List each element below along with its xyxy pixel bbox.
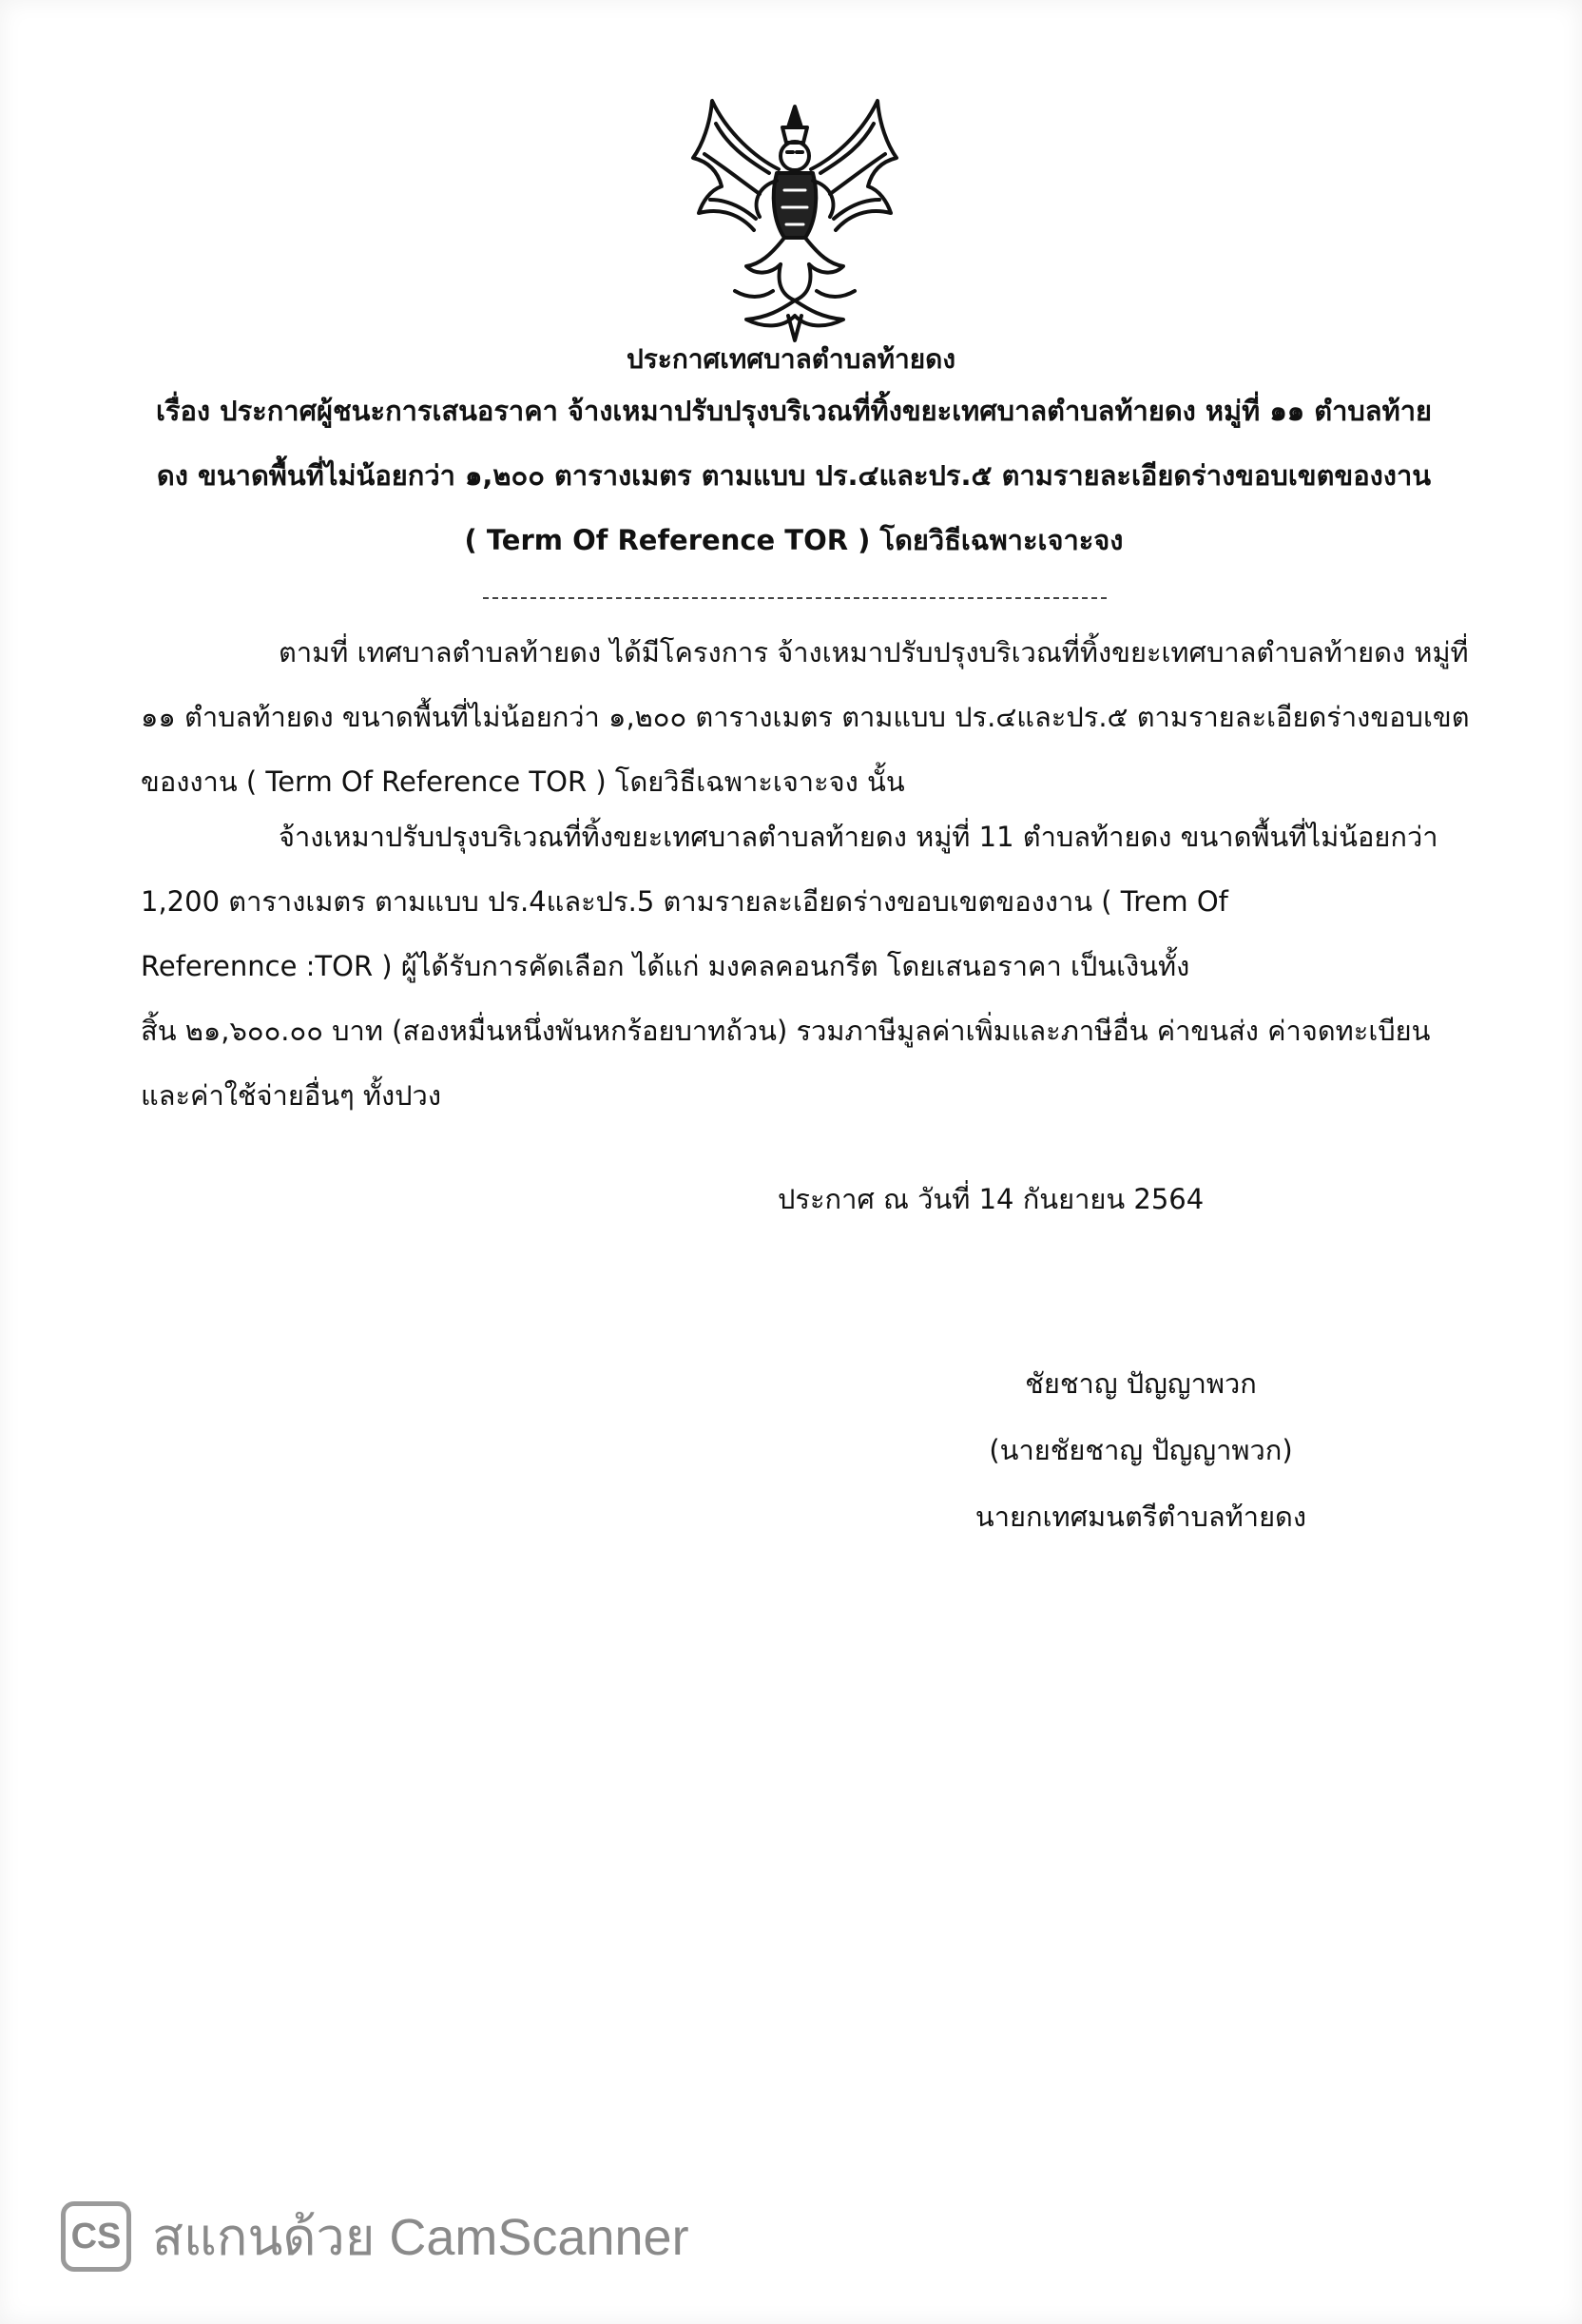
signed-name: ชัยชาญ ปัญญาพวก — [1025, 1367, 1257, 1400]
signature-block — [856, 1350, 1426, 1550]
paragraph-line: ของงาน ( Term Of Reference TOR ) โดยวิธีเฉพาะเจาะจง นั้น — [141, 765, 905, 798]
camscanner-watermark — [61, 2197, 689, 2276]
body-paragraph-1 — [141, 620, 1470, 814]
paragraph-line: 1,200 ตารางเมตร ตามแบบ ปร.4และปร.5 ตามรายละเอียดร่างขอบเขตของงาน ( Trem Of — [141, 885, 1228, 918]
subject-line-2: ดง ขนาดพื้นที่ไม่น้อยกว่า ๑,๒๐๐ ตารางเมตร ตามแบบ ปร.๔และปร.๕ ตามรายละเอียดร่างขอบเขตของงาน — [156, 459, 1432, 492]
printed-name: (นายชัยชาญ ปัญญาพวก) — [989, 1434, 1293, 1466]
dashed-divider — [483, 597, 1107, 599]
paragraph-line: จ้างเหมาปรับปรุงบริเวณที่ทิ้งขยะเทศบาลตำบลท้ายดง หมู่ที่ 11 ตำบลท้ายดง ขนาดพื้นที่ไม่น้อยกว่า — [279, 821, 1438, 853]
paragraph-line: สิ้น ๒๑,๖๐๐.๐๐ บาท (สองหมื่นหนึ่งพันหกร้อยบาทถ้วน) รวมภาษีมูลค่าเพิ่มและภาษีอื่น ค่าขนส่ง ค่าจดทะเบียน — [141, 1015, 1431, 1047]
announcement-date: ประกาศ ณ วันที่ 14 กันยายน 2564 — [778, 1183, 1205, 1215]
camscanner-logo-icon: CS — [61, 2201, 131, 2272]
watermark-text: สแกนด้วย CamScanner — [152, 2209, 689, 2266]
garuda-emblem-icon — [689, 95, 900, 344]
paragraph-line: ตามที่ เทศบาลตำบลท้ายดง ได้มีโครงการ จ้างเหมาปรับปรุงบริเวณที่ทิ้งขยะเทศบาลตำบลท้ายดง หมู่ที่ — [279, 636, 1469, 668]
paragraph-line: ๑๑ ตำบลท้ายดง ขนาดพื้นที่ไม่น้อยกว่า ๑,๒๐๐ ตารางเมตร ตามแบบ ปร.๔และปร.๕ ตามรายละเอียดร่างขอบเขต — [141, 701, 1470, 733]
announcement-title: ประกาศเทศบาลตำบลท้ายดง — [626, 343, 956, 375]
signer-position: นายกเทศมนตรีตำบลท้ายดง — [974, 1501, 1307, 1533]
paragraph-line: Referennce :TOR ) ผู้ได้รับการคัดเลือก ได้แก่ มงคลคอนกรีต โดยเสนอราคา เป็นเงินทั้ง — [141, 950, 1190, 982]
subject-line-3: ( Term Of Reference TOR ) โดยวิธีเฉพาะเจาะจง — [464, 524, 1124, 556]
paragraph-line: และค่าใช้จ่ายอื่นๆ ทั้งปวง — [141, 1079, 441, 1112]
subject-block — [143, 378, 1445, 572]
subject-line-1: เรื่อง ประกาศผู้ชนะการเสนอราคา จ้างเหมาปรับปรุงบริเวณที่ทิ้งขยะเทศบาลตำบลท้ายดง หมู่ที่ ๑๑ ตำบลท้าย — [156, 395, 1432, 427]
body-paragraph-2 — [141, 804, 1438, 1128]
